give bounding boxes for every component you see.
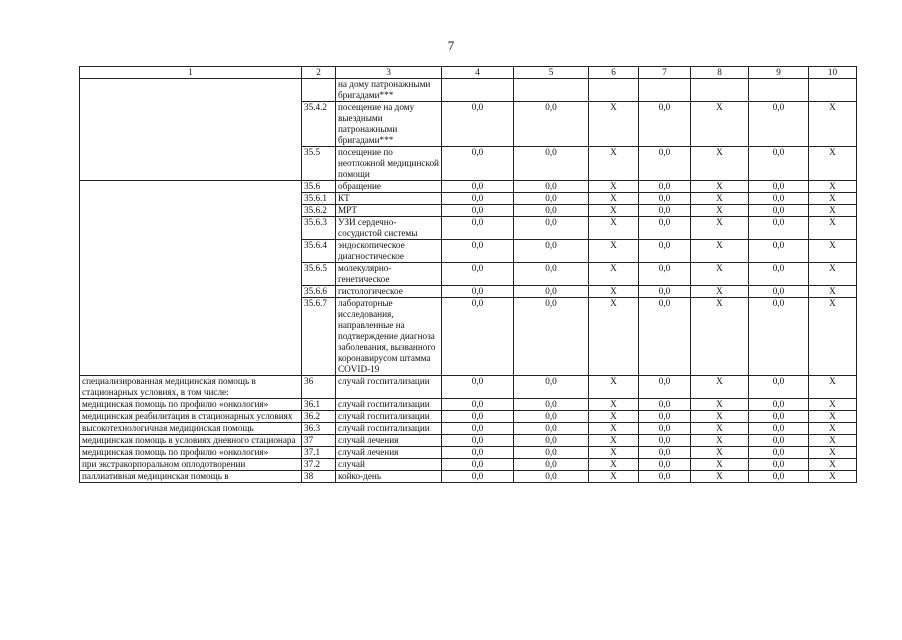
unit-cell: УЗИ сердечно-сосудистой системы (336, 217, 442, 240)
value-cell: 0,0 (514, 217, 589, 240)
value-cell: X (809, 217, 857, 240)
row-number-cell: 35.6.1 (302, 193, 336, 205)
unit-cell: случай госпитализации (336, 423, 442, 435)
value-cell: X (809, 193, 857, 205)
value-cell: X (589, 298, 639, 376)
value-cell: 0,0 (442, 447, 514, 459)
unit-cell: эндоскопическое диагностическое (336, 240, 442, 263)
unit-cell: случай (336, 459, 442, 471)
value-cell: X (691, 217, 749, 240)
value-cell: 0,0 (639, 435, 691, 447)
value-cell: 0,0 (514, 181, 589, 193)
row-number-cell: 35.6 (302, 181, 336, 193)
value-cell: X (589, 411, 639, 423)
unit-cell: посещение по неотложной медицинской помощи (336, 147, 442, 181)
row-number-cell: 35.6.2 (302, 205, 336, 217)
row-number-cell: 35.4.2 (302, 102, 336, 147)
value-cell: X (589, 286, 639, 298)
row-number-cell: 35.6.6 (302, 286, 336, 298)
value-cell: X (809, 102, 857, 147)
value-cell: 0,0 (639, 205, 691, 217)
value-cell: 0,0 (749, 435, 809, 447)
value-cell: 0,0 (514, 376, 589, 399)
value-cell: X (589, 181, 639, 193)
value-cell: 0,0 (749, 147, 809, 181)
value-cell: 0,0 (442, 435, 514, 447)
unit-cell: случай госпитализации (336, 399, 442, 411)
value-cell: 0,0 (442, 181, 514, 193)
value-cell: 0,0 (442, 298, 514, 376)
value-cell: X (809, 399, 857, 411)
value-cell: 0,0 (442, 240, 514, 263)
column-header: 3 (336, 67, 442, 79)
value-cell: X (809, 205, 857, 217)
column-header: 2 (302, 67, 336, 79)
unit-cell: лабораторные исследования, направленные на подтверждение диагноза заболевания, вызванного коронавирусом штамма COVID-19 (336, 298, 442, 376)
value-cell: 0,0 (749, 217, 809, 240)
value-cell: X (691, 240, 749, 263)
value-cell: 0,0 (749, 447, 809, 459)
value-cell: X (809, 471, 857, 483)
value-cell: X (691, 286, 749, 298)
unit-cell: случай госпитализации (336, 411, 442, 423)
row-description-cell: специализированная медицинская помощь в стационарных условиях, в том числе: (80, 376, 302, 399)
value-cell: 0,0 (749, 423, 809, 435)
value-cell (589, 79, 639, 102)
value-cell: X (691, 399, 749, 411)
value-cell (749, 79, 809, 102)
value-cell: X (589, 471, 639, 483)
value-cell: X (691, 181, 749, 193)
value-cell: X (589, 423, 639, 435)
value-cell: 0,0 (442, 411, 514, 423)
value-cell: X (691, 459, 749, 471)
value-cell: 0,0 (639, 286, 691, 298)
unit-cell: гистологическое (336, 286, 442, 298)
value-cell: 0,0 (749, 205, 809, 217)
value-cell: 0,0 (442, 147, 514, 181)
row-description-cell: медицинская помощь по профилю «онкология» (80, 399, 302, 411)
value-cell: X (589, 205, 639, 217)
table-row (80, 181, 857, 193)
page-number: 7 (447, 38, 455, 53)
value-cell: 0,0 (639, 181, 691, 193)
value-cell: 0,0 (514, 102, 589, 147)
value-cell: X (691, 263, 749, 286)
value-cell: 0,0 (514, 399, 589, 411)
value-cell: X (589, 399, 639, 411)
value-cell: 0,0 (514, 286, 589, 298)
value-cell: 0,0 (514, 263, 589, 286)
value-cell: 0,0 (639, 376, 691, 399)
row-number-cell: 35.5 (302, 147, 336, 181)
unit-cell: КТ (336, 193, 442, 205)
table-row (80, 423, 857, 435)
value-cell: X (809, 298, 857, 376)
value-cell (514, 79, 589, 102)
value-cell: 0,0 (639, 298, 691, 376)
value-cell: X (691, 102, 749, 147)
value-cell: X (691, 471, 749, 483)
value-cell: 0,0 (749, 459, 809, 471)
value-cell: 0,0 (514, 193, 589, 205)
value-cell: 0,0 (639, 193, 691, 205)
table-row (80, 411, 857, 423)
table-row (80, 376, 857, 399)
value-cell: X (809, 435, 857, 447)
value-cell: 0,0 (514, 298, 589, 376)
value-cell: X (691, 193, 749, 205)
value-cell: X (691, 447, 749, 459)
value-cell: X (691, 376, 749, 399)
value-cell: X (589, 459, 639, 471)
unit-cell: случай госпитализации (336, 376, 442, 399)
column-header: 6 (589, 67, 639, 79)
value-cell: 0,0 (749, 102, 809, 147)
row-number-cell: 37 (302, 435, 336, 447)
value-cell: X (809, 286, 857, 298)
value-cell: 0,0 (749, 298, 809, 376)
value-cell: 0,0 (442, 399, 514, 411)
row-number-cell: 38 (302, 471, 336, 483)
row-number-cell: 35.6.7 (302, 298, 336, 376)
value-cell: X (589, 263, 639, 286)
value-cell: 0,0 (639, 411, 691, 423)
value-cell: X (691, 147, 749, 181)
value-cell: 0,0 (639, 447, 691, 459)
value-cell: 0,0 (442, 263, 514, 286)
value-cell: X (809, 376, 857, 399)
value-cell: X (691, 435, 749, 447)
value-cell: X (691, 205, 749, 217)
unit-cell: случай лечения (336, 447, 442, 459)
column-header: 8 (691, 67, 749, 79)
value-cell: X (809, 240, 857, 263)
value-cell: X (809, 447, 857, 459)
value-cell: 0,0 (514, 471, 589, 483)
column-header: 5 (514, 67, 589, 79)
column-header: 4 (442, 67, 514, 79)
value-cell: 0,0 (749, 240, 809, 263)
value-cell: 0,0 (639, 399, 691, 411)
value-cell: X (589, 147, 639, 181)
value-cell: 0,0 (442, 376, 514, 399)
value-cell: 0,0 (639, 423, 691, 435)
row-number-cell: 36.1 (302, 399, 336, 411)
table-row (80, 471, 857, 483)
value-cell: X (589, 217, 639, 240)
value-cell: X (691, 423, 749, 435)
row-description-cell (80, 181, 302, 376)
value-cell: X (809, 459, 857, 471)
row-number-cell (302, 79, 336, 102)
value-cell: X (589, 435, 639, 447)
value-cell: X (589, 240, 639, 263)
unit-cell: на дому патронажными бригадами*** (336, 79, 442, 102)
value-cell: 0,0 (639, 147, 691, 181)
unit-cell: койко-день (336, 471, 442, 483)
value-cell: 0,0 (442, 102, 514, 147)
row-number-cell: 36.2 (302, 411, 336, 423)
value-cell: 0,0 (639, 240, 691, 263)
row-number-cell: 37.2 (302, 459, 336, 471)
row-description-cell: медицинская помощь в условиях дневного стационара (80, 435, 302, 447)
unit-cell: посещение на дому выездными патронажными бригадами*** (336, 102, 442, 147)
value-cell: X (589, 447, 639, 459)
column-header: 7 (639, 67, 691, 79)
value-cell: X (589, 376, 639, 399)
value-cell: 0,0 (749, 193, 809, 205)
table-row (80, 459, 857, 471)
row-number-cell: 36 (302, 376, 336, 399)
row-description-cell: при экстракорпоральном оплодотворении (80, 459, 302, 471)
column-number-header-row (80, 67, 857, 79)
value-cell: X (809, 411, 857, 423)
value-cell (442, 79, 514, 102)
row-description-cell: паллиативная медицинская помощь в (80, 471, 302, 483)
row-number-cell: 35.6.5 (302, 263, 336, 286)
value-cell: X (691, 298, 749, 376)
row-description-cell: медицинская реабилитация в стационарных условиях (80, 411, 302, 423)
value-cell (691, 79, 749, 102)
table-row (80, 79, 857, 102)
value-cell: 0,0 (749, 286, 809, 298)
value-cell: 0,0 (749, 181, 809, 193)
value-cell: 0,0 (514, 411, 589, 423)
unit-cell: молекулярно-генетическое (336, 263, 442, 286)
row-description-cell (80, 79, 302, 181)
data-table (79, 66, 857, 483)
value-cell: 0,0 (442, 193, 514, 205)
table-row (80, 399, 857, 411)
row-number-cell: 37.1 (302, 447, 336, 459)
value-cell: 0,0 (639, 102, 691, 147)
value-cell: 0,0 (749, 399, 809, 411)
column-header: 10 (809, 67, 857, 79)
value-cell: 0,0 (514, 435, 589, 447)
value-cell: X (809, 263, 857, 286)
table-row (80, 435, 857, 447)
value-cell: 0,0 (639, 459, 691, 471)
value-cell (639, 79, 691, 102)
value-cell: 0,0 (442, 205, 514, 217)
row-number-cell: 35.6.3 (302, 217, 336, 240)
column-header: 9 (749, 67, 809, 79)
value-cell: 0,0 (514, 240, 589, 263)
unit-cell: обращение (336, 181, 442, 193)
value-cell: X (691, 411, 749, 423)
value-cell: 0,0 (749, 411, 809, 423)
value-cell: 0,0 (639, 471, 691, 483)
value-cell: 0,0 (442, 423, 514, 435)
value-cell: 0,0 (749, 263, 809, 286)
value-cell: 0,0 (442, 471, 514, 483)
unit-cell: случай лечения (336, 435, 442, 447)
value-cell: X (809, 181, 857, 193)
row-number-cell: 35.6.4 (302, 240, 336, 263)
value-cell: X (589, 193, 639, 205)
value-cell: 0,0 (442, 217, 514, 240)
value-cell: 0,0 (749, 376, 809, 399)
value-cell: 0,0 (514, 423, 589, 435)
value-cell: 0,0 (749, 471, 809, 483)
value-cell: 0,0 (442, 459, 514, 471)
value-cell: 0,0 (514, 447, 589, 459)
row-description-cell: медицинская помощь по профилю «онкология» (80, 447, 302, 459)
value-cell: 0,0 (514, 205, 589, 217)
value-cell: 0,0 (639, 217, 691, 240)
value-cell (809, 79, 857, 102)
value-cell: 0,0 (514, 459, 589, 471)
table-row (80, 447, 857, 459)
unit-cell: МРТ (336, 205, 442, 217)
value-cell: 0,0 (514, 147, 589, 181)
value-cell: 0,0 (442, 286, 514, 298)
value-cell: X (809, 147, 857, 181)
value-cell: 0,0 (639, 263, 691, 286)
column-header: 1 (80, 67, 302, 79)
value-cell: X (809, 423, 857, 435)
value-cell: X (589, 102, 639, 147)
row-number-cell: 36.3 (302, 423, 336, 435)
row-description-cell: высокотехнологичная медицинская помощь (80, 423, 302, 435)
